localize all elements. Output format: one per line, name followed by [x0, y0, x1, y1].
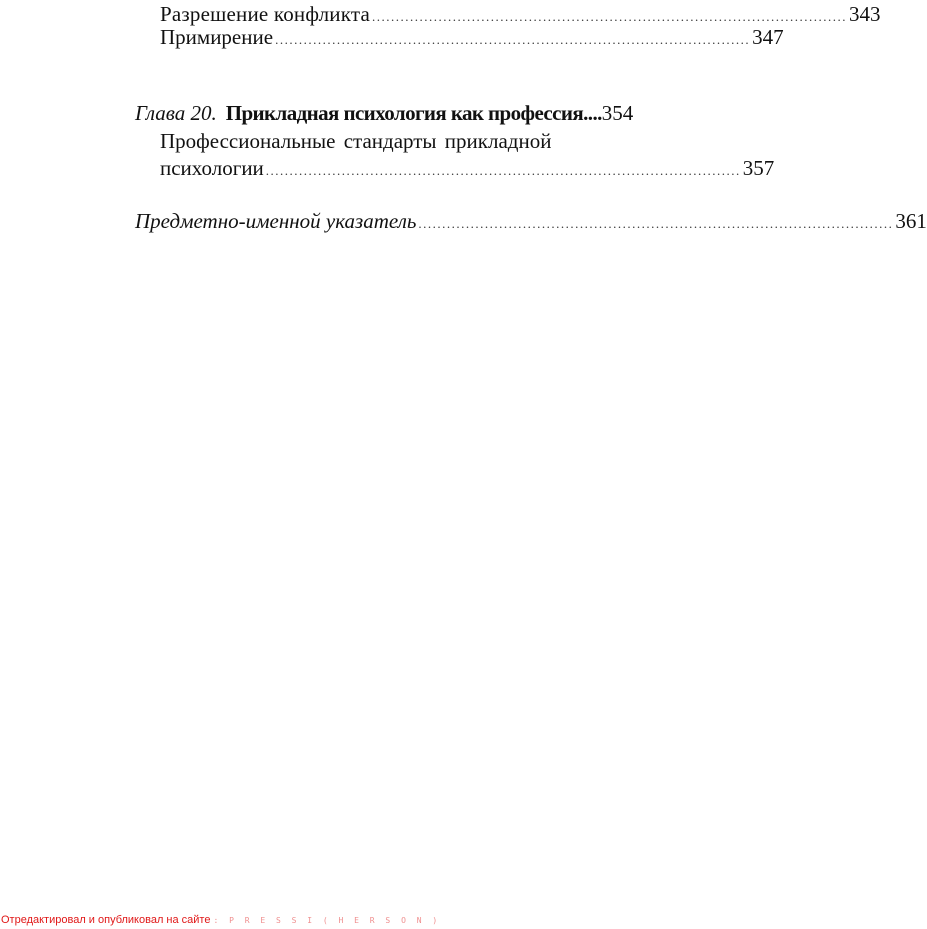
chapter-page-number: 354 [601, 101, 634, 125]
index-entry-title: Предметно-именной указатель [135, 209, 417, 233]
dot-leader: .................................................................................................... [265, 163, 741, 178]
toc-entry-title-line-1: Профессиональные стандарты прикладной [160, 129, 552, 153]
dot-leader: .................................................................................................... [275, 32, 751, 47]
footer-credit-text: Отредактировал и опубликовал на сайте [1, 914, 211, 926]
chapter-trailing-dots: .... [583, 101, 602, 125]
dot-leader: .................................................................................................... [418, 216, 894, 231]
toc-index-entry[interactable] [135, 208, 927, 237]
chapter-label: Глава 20. [135, 101, 217, 125]
footer-site-name[interactable]: : P R E S S I ( H E R S O N ) [213, 916, 441, 925]
toc-page-number: 343 [849, 2, 881, 26]
toc-entry[interactable] [160, 155, 775, 184]
toc-entry-title: Примирение [160, 25, 274, 49]
toc-page-number: 357 [742, 156, 775, 180]
toc-entry-title: Разрешение конфликта [160, 2, 371, 26]
toc-page-number: 347 [752, 25, 784, 49]
toc-chapter-entry[interactable] [135, 100, 634, 126]
toc-entry[interactable] [160, 24, 784, 53]
dot-leader: .................................................................................................... [372, 9, 848, 24]
chapter-title: Прикладная психология как профессия [225, 101, 584, 125]
toc-entry-title-line-2: психологии [160, 156, 264, 180]
index-page-number: 361 [895, 209, 927, 233]
footer-credit [1, 913, 440, 928]
